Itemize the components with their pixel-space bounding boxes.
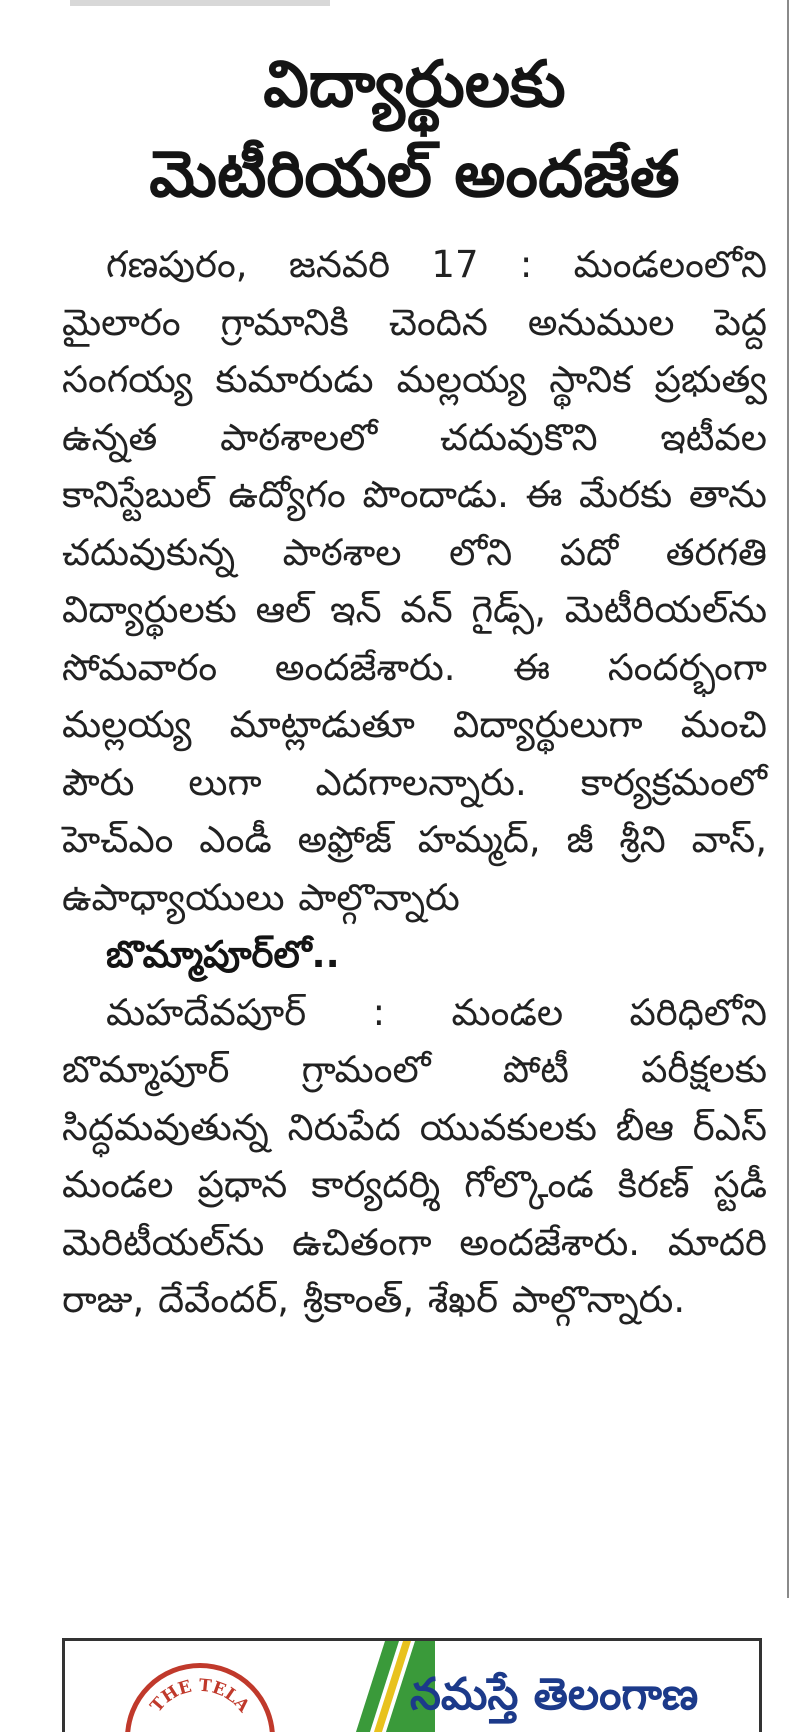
column-rule [787,0,789,1598]
paragraph-ganapuram: గణపురం, జనవరి 17 : మండలంలోని మైలారం గ్రామానికి చెందిన అనుముల పెద్ద సంగయ్య కుమారుడు మల్లయ్య స్థానిక ప్రభుత్వ ఉన్నత పాఠశాలలో చదువుకొని ఇటీవల కానిస్టేబుల్ ఉద్యోగం పొందాడు. ఈ మేరకు తాను చదువుకున్న పాఠశాల లోని పదో తరగతి విద్యార్థులకు ఆల్ ఇన్ వన్ గైడ్స్, మెటీరియల్‌ను సోమవారం అందజేశారు. ఈ సందర్భంగా మల్లయ్య మాట్లాడుతూ విద్యార్థులుగా మంచి పౌరు లుగా ఎదగాలన్నారు. కార్యక్రమంలో హెచ్‌ఎం ఎండీ అఫ్రోజ్ హమ్మద్, జీ శ్రీని వాస్, ఉపాధ్యాయులు పాల్గొన్నారు [62,243,767,919]
paragraph-mahadevpur: మహదేవపూర్ : మండల పరిధిలోని బొమ్మాపూర్ గ్రామంలో పోటీ పరీక్షలకు సిద్ధమవుతున్న నిరుపేద యువకులకు బీఆ ర్‌ఎస్ మండల ప్రధాన కార్యదర్శి గోల్కొండ కిరణ్ స్టడీ మెరిటీయల్‌ను ఉచితంగా అందజేశారు. మాదరి రాజు, దేవేందర్, శ్రీకాంత్, శేఖర్ పాల్గొన్నారు. [62,990,767,1321]
masthead-title: నమస్తే తెలంగాణ [410,1669,699,1720]
svg-text:THE TELA [147,1676,254,1717]
article-body [62,236,767,1329]
seal-text-arc [125,1663,275,1732]
seal-logo-icon [125,1663,275,1732]
seal-text: THE TELA [146,1675,254,1717]
headline-line-1: విద్యార్థులకు [263,48,566,122]
subheading-bommapur: బొమ్మాపూర్‌లో.. [106,933,340,976]
news-article [62,40,767,1329]
footer-banner [62,1638,762,1732]
headline [62,40,767,220]
headline-line-2: మెటీరియల్ అందజేత [149,138,680,212]
top-rule [70,0,330,6]
